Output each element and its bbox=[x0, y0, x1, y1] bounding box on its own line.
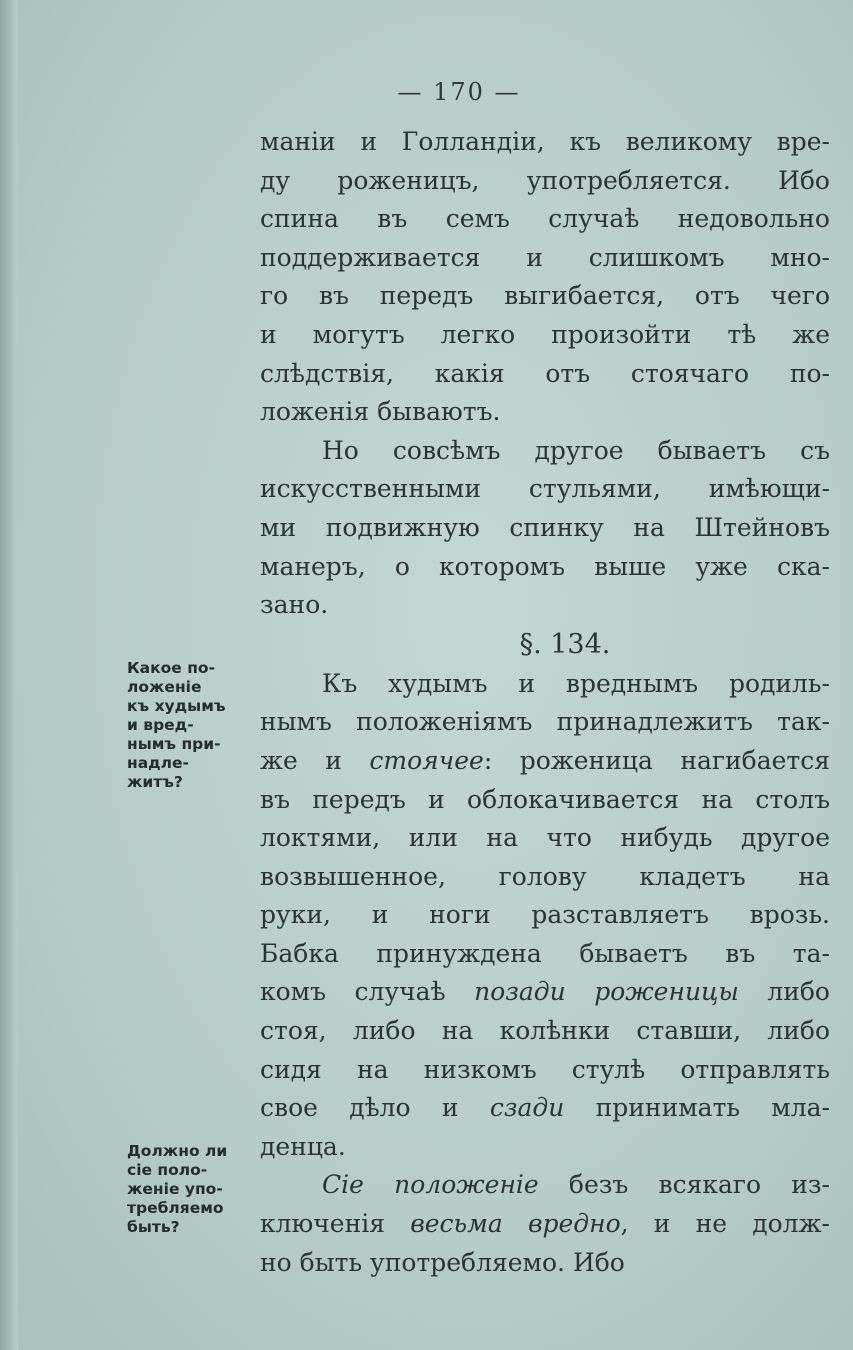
text-line: въ передъ и облокачивается на столъ bbox=[260, 784, 830, 814]
text-line: сидя на низкомъ стулѣ отправлять bbox=[260, 1054, 830, 1084]
text-line: нымъ положеніямъ принадлежитъ так- bbox=[260, 707, 830, 737]
text-line: ключенія весьма вредно, и не долж- bbox=[260, 1209, 830, 1239]
text-line: комъ случаѣ позади роженицы либо bbox=[260, 977, 830, 1007]
text-line: маніи и Голландіи, къ великому вре- bbox=[260, 127, 830, 156]
text-line: слѣдствія, какія отъ стоячаго по- bbox=[260, 358, 830, 388]
text-line: но быть употребляемо. Ибо bbox=[260, 1247, 625, 1277]
main-text bbox=[260, 123, 830, 1282]
text-line: денца. bbox=[260, 1131, 346, 1161]
text-line: ми подвижную спинку на Штейновъ bbox=[260, 512, 830, 542]
text-line: свое дѣло и сзади принимать мла- bbox=[260, 1093, 830, 1123]
text-line: спина въ семъ случаѣ недовольно bbox=[260, 204, 830, 234]
emphasis: сзади bbox=[489, 1093, 565, 1123]
text-line: Но совсѣмъ другое бываетъ съ bbox=[322, 435, 830, 465]
text-line: локтями, или на что нибудь другое bbox=[260, 823, 830, 853]
page-gutter bbox=[0, 0, 18, 1350]
emphasis: Сіе положеніе bbox=[322, 1170, 539, 1200]
text-line: стоя, либо на колѣнки ставши, либо bbox=[260, 1016, 830, 1046]
emphasis: позади роженицы bbox=[474, 977, 739, 1007]
text-line: искусственными стульями, имѣющи- bbox=[260, 474, 830, 504]
marginal-note: Какое по- ложеніе къ худымъ и вред- нымъ при- надле- житъ? bbox=[127, 659, 226, 791]
emphasis: весьма вредно bbox=[410, 1209, 621, 1239]
text-line: го въ передъ выгибается, отъ чего bbox=[260, 281, 830, 311]
text-line: руки, и ноги разставляетъ врозь. bbox=[260, 900, 830, 930]
text-line: Бабка принуждена бываетъ въ та- bbox=[260, 938, 830, 968]
marginal-note: Должно ли сіе поло- женіе упо- требляемо быть? bbox=[127, 1142, 228, 1236]
text-line: зано. bbox=[260, 590, 329, 620]
text-line: ложенія бываютъ. bbox=[260, 397, 501, 427]
text-line: возвышенное, голову кладетъ на bbox=[260, 861, 830, 891]
text-line: манеръ, о которомъ выше уже ска- bbox=[260, 551, 830, 581]
section-heading: §. 134. bbox=[519, 628, 611, 660]
text-line: же и стоячее: роженица нагибается bbox=[260, 745, 830, 775]
text-line: Къ худымъ и вреднымъ родиль- bbox=[322, 668, 830, 698]
text-line: ду роженицъ, употребляется. Ибо bbox=[260, 165, 830, 195]
emphasis: стоячее bbox=[369, 745, 484, 775]
text-line: и могутъ легко произойти тѣ же bbox=[260, 319, 830, 349]
page-number: — 170 — bbox=[397, 78, 521, 106]
text-line: Сіе положеніе безъ всякаго из- bbox=[322, 1170, 830, 1200]
text-line: поддерживается и слишкомъ мно- bbox=[260, 242, 830, 272]
